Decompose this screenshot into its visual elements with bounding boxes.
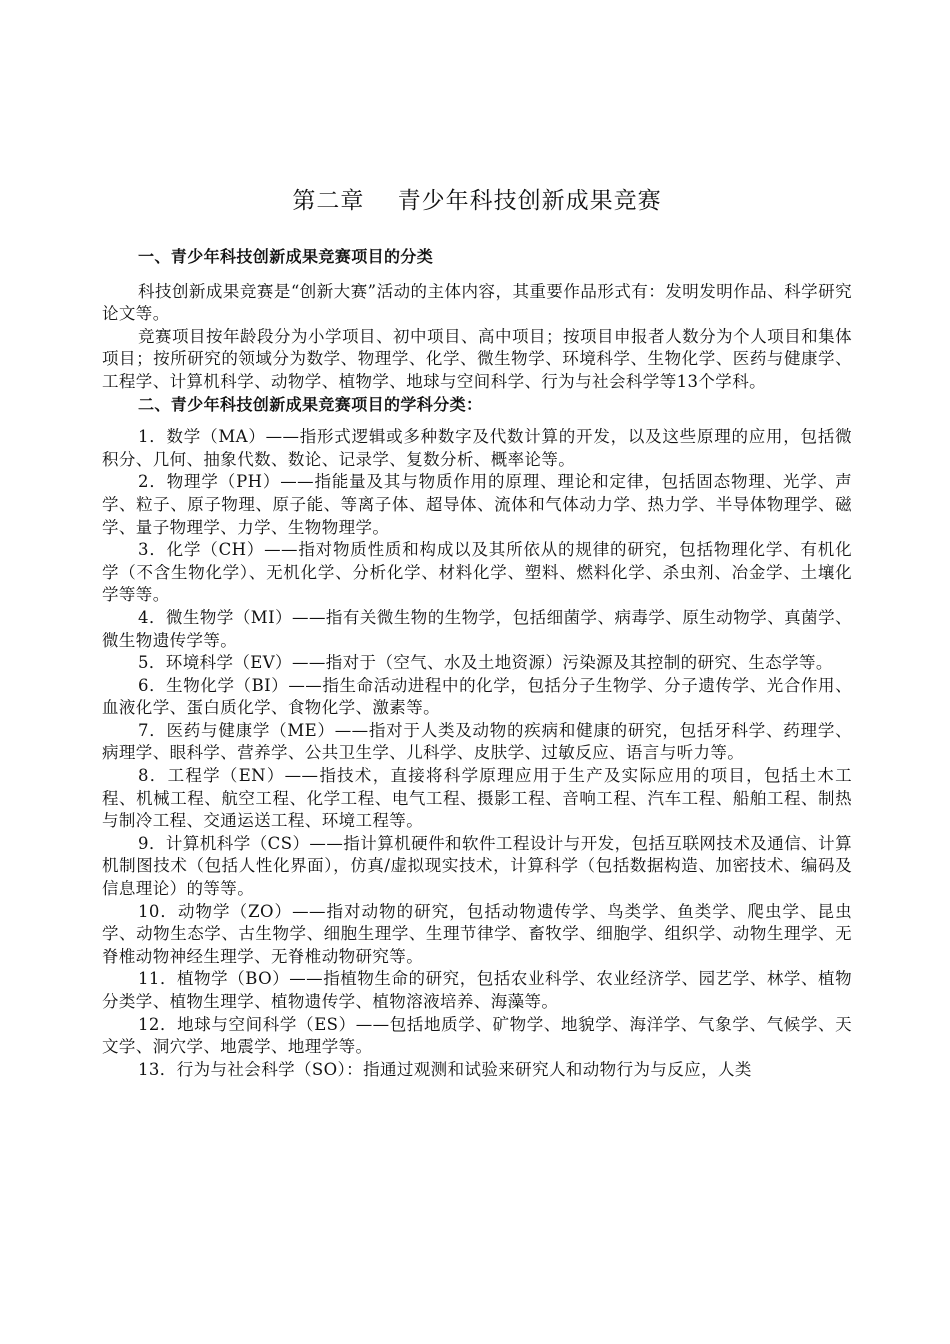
discipline-item-math: 1．数学（MA）——指形式逻辑或多种数字及代数计算的开发，以及这些原理的应用，包括微积分、几何、抽象代数、数论、记录学、复数分析、概率论等。: [102, 427, 852, 469]
discipline-item-physics: 2．物理学（PH）——指能量及其与物质作用的原理、理论和定律，包括固态物理、光学、声学、粒子、原子物理、原子能、等离子体、超导体、流体和气体动力学、热力学、半导体物理学、磁学、量子物理学、力学、生物物理学。: [102, 472, 852, 537]
section-heading-classification: 一、青少年科技创新成果竞赛项目的分类: [138, 247, 434, 266]
chapter-title: 第二章 青少年科技创新成果竞赛: [292, 188, 662, 214]
discipline-item-computer-science: 9．计算机科学（CS）——指计算机硬件和软件工程设计与开发，包括互联网技术及通信、计算机制图技术（包括人性化界面），仿真/虚拟现实技术，计算科学（包括数据构造、加密技术、编码及信息理论）的等等。: [102, 833, 852, 899]
discipline-item-behavioral-social: 13．行为与社会科学（SO）：指通过观测和试验来研究人和动物行为与反应，人类: [138, 1059, 752, 1079]
discipline-item-zoology: 10．动物学（ZO）——指对动物的研究，包括动物遗传学、鸟类学、鱼类学、爬虫学、昆虫学、动物生态学、古生物学、细胞生理学、生理节律学、畜牧学、细胞学、组织学、动物生理学、无脊椎动物神经生理学、无脊椎动物研究等。: [102, 901, 852, 966]
discipline-item-chemistry: 3．化学（CH）——指对物质性质和构成以及其所依从的规律的研究，包括物理化学、有机化学（不含生物化学）、无机化学、分析化学、材料化学、塑料、燃料化学、杀虫剂、冶金学、土壤化学等等。: [102, 540, 852, 605]
paragraph-categories: 竞赛项目按年龄段分为小学项目、初中项目、高中项目；按项目申报者人数分为个人项目和集体项目；按所研究的领域分为数学、物理学、化学、微生物学、环境科学、生物化学、医药与健康学、工程学、计算机科学、动物学、植物学、地球与空间科学、行为与社会科学等13个学科。: [102, 326, 852, 391]
discipline-item-environmental: 5．环境科学（EV）——指对于（空气、水及土地资源）污染源及其控制的研究、生态学等。: [138, 653, 833, 673]
discipline-item-medicine: 7．医药与健康学（ME）——指对于人类及动物的疾病和健康的研究，包括牙科学、药理学、病理学、眼科学、营养学、公共卫生学、儿科学、皮肤学、过敏反应、语言与听力等。: [102, 720, 852, 763]
discipline-item-earth-space: 12．地球与空间科学（ES）——包括地质学、矿物学、地貌学、海洋学、气象学、气候学、天文学、洞穴学、地震学、地理学等。: [102, 1014, 852, 1057]
discipline-item-biochemistry: 6．生物化学（BI）——指生命活动进程中的化学，包括分子生物学、分子遗传学、光合作用、血液化学、蛋白质化学、食物化学、激素等。: [102, 675, 852, 718]
discipline-item-engineering: 8．工程学（EN）——指技术，直接将科学原理应用于生产及实际应用的项目，包括土木工程、机械工程、航空工程、化学工程、电气工程、摄影工程、音响工程、汽车工程、船舶工程、制热与制冷工程、交通运送工程、环境工程等。: [102, 766, 852, 831]
body-text: [102, 246, 852, 1081]
paragraph-intro: 科技创新成果竞赛是“创新大赛”活动的主体内容，其重要作品形式有：发明发明作品、科学研究论文等。: [102, 281, 852, 324]
section-heading-disciplines: 二、青少年科技创新成果竞赛项目的学科分类：: [138, 394, 483, 414]
discipline-item-microbiology: 4．微生物学（MI）——指有关微生物的生物学，包括细菌学、病毒学、原生动物学、真菌学、微生物遗传学等。: [102, 607, 852, 650]
discipline-item-botany: 11．植物学（BO）——指植物生命的研究，包括农业科学、农业经济学、园艺学、林学、植物分类学、植物生理学、植物遗传学、植物溶液培养、海藻等。: [102, 969, 852, 1011]
